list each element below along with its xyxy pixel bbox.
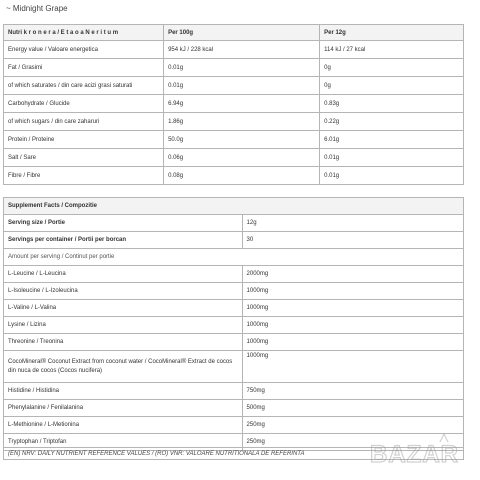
nutrient-name: Fat / Grasimi: [4, 59, 164, 77]
nutrient-name: Fibre / Fibre: [4, 167, 164, 185]
nutrient-per100: 0.01g: [164, 77, 320, 95]
nutrient-per100: 50.0g: [164, 131, 320, 149]
ingredient-name: Threonine / Treonina: [4, 334, 243, 351]
nutrient-per100: 954 kJ / 228 kcal: [164, 41, 320, 59]
amount-per-serving-row: [4, 249, 464, 266]
ingredient-amount: 250mg: [242, 417, 463, 434]
nutrient-perserving: 6.01g: [320, 131, 464, 149]
nutrient-name: Carbohydrate / Glucide: [4, 95, 164, 113]
table-row: [4, 417, 464, 434]
supplement-facts-table: [3, 197, 464, 451]
nutrient-perserving: 0g: [320, 59, 464, 77]
table-row: [4, 334, 464, 351]
ingredient-amount: 1000mg: [242, 283, 463, 300]
table-row: [4, 77, 464, 95]
serving-size-label: Serving size / Portie: [4, 215, 243, 232]
svg-text:BAZAR: BAZAR: [370, 441, 459, 468]
ingredient-name: Phenylalanine / Fenilalanina: [4, 400, 243, 417]
nutrient-perserving: 0.83g: [320, 95, 464, 113]
nutrient-name: Energy value / Valoare energetica: [4, 41, 164, 59]
table-row: [4, 95, 464, 113]
nutrition-header-col1: Nutri k r o n e r a / E t a o a N e r i t u m: [4, 25, 164, 41]
table-row: [4, 300, 464, 317]
nutrient-name: Protein / Proteine: [4, 131, 164, 149]
table-row: [4, 41, 464, 59]
table-row: [4, 113, 464, 131]
supplement-title-row: [4, 198, 464, 215]
ingredient-name: L-Leucine / L-Leucina: [4, 266, 243, 283]
ingredient-name: L-Valine / L-Valina: [4, 300, 243, 317]
ingredient-amount: 750mg: [242, 383, 463, 400]
ingredient-name: Lysine / Lizina: [4, 317, 243, 334]
nutrient-per100: 0.06g: [164, 149, 320, 167]
table-row: [4, 131, 464, 149]
table-row: [4, 383, 464, 400]
table-row: [4, 351, 464, 383]
amount-per-serving-label: Amount per serving / Continut per portie: [4, 249, 464, 266]
ingredient-amount: 1000mg: [242, 334, 463, 351]
table-row: [4, 59, 464, 77]
table-row: [4, 266, 464, 283]
nutrient-perserving: 0.22g: [320, 113, 464, 131]
ingredient-name: L-Isoleucine / L-Izoleucina: [4, 283, 243, 300]
nutrient-name: of which saturates / din care acizi grasi saturati: [4, 77, 164, 95]
ingredient-name: CocoMineral® Coconut Extract from coconut water / CocoMineral® Extract de cocos din nuca de cocos (Cocos nucifera): [4, 351, 243, 383]
serving-size-value: 12g: [242, 215, 463, 232]
ingredient-name: L-Methionine / L-Metionina: [4, 417, 243, 434]
nutrient-per100: 0.08g: [164, 167, 320, 185]
nutrient-name: Salt / Sare: [4, 149, 164, 167]
ingredient-amount: 500mg: [242, 400, 463, 417]
bazar-watermark-logo: [368, 432, 468, 472]
servings-value: 30: [242, 232, 463, 249]
ingredient-name: Tryptophan / Triptofan: [4, 434, 243, 451]
nutrient-per100: 6.94g: [164, 95, 320, 113]
table-row: [4, 149, 464, 167]
nrv-footnote: (EN) NRV: DAILY NUTRIENT REFERENCE VALUES / (RO) VNR: VALOARE NUTRITIONALA DE REFERINTA: [3, 447, 464, 460]
product-title: ~ Midnight Grape: [6, 4, 68, 13]
servings-label: Servings per container / Portii per borcan: [4, 232, 243, 249]
nutrient-perserving: 0.01g: [320, 167, 464, 185]
table-row: [4, 283, 464, 300]
nutrition-header-row: [4, 25, 464, 41]
supplement-title: Supplement Facts / Compozitie: [4, 198, 464, 215]
nutrition-table: [3, 24, 464, 185]
table-row: [4, 167, 464, 185]
nutrient-perserving: 0.01g: [320, 149, 464, 167]
ingredient-amount: 1000mg: [242, 351, 463, 383]
serving-size-row: [4, 215, 464, 232]
ingredient-amount: 1000mg: [242, 317, 463, 334]
nutrient-per100: 1.86g: [164, 113, 320, 131]
ingredient-amount: 1000mg: [242, 300, 463, 317]
nutrient-name: of which sugars / din care zaharuri: [4, 113, 164, 131]
table-row: [4, 317, 464, 334]
nutrition-header-col3: Per 12g: [320, 25, 464, 41]
nutrition-header-col2: Per 100g: [164, 25, 320, 41]
table-row: [4, 400, 464, 417]
ingredient-name: Histidine / Histidina: [4, 383, 243, 400]
ingredient-amount: 250mg: [242, 434, 463, 451]
nutrient-perserving: 0g: [320, 77, 464, 95]
servings-per-container-row: [4, 232, 464, 249]
ingredient-amount: 2000mg: [242, 266, 463, 283]
nutrient-per100: 0.01g: [164, 59, 320, 77]
nutrient-perserving: 114 kJ / 27 kcal: [320, 41, 464, 59]
